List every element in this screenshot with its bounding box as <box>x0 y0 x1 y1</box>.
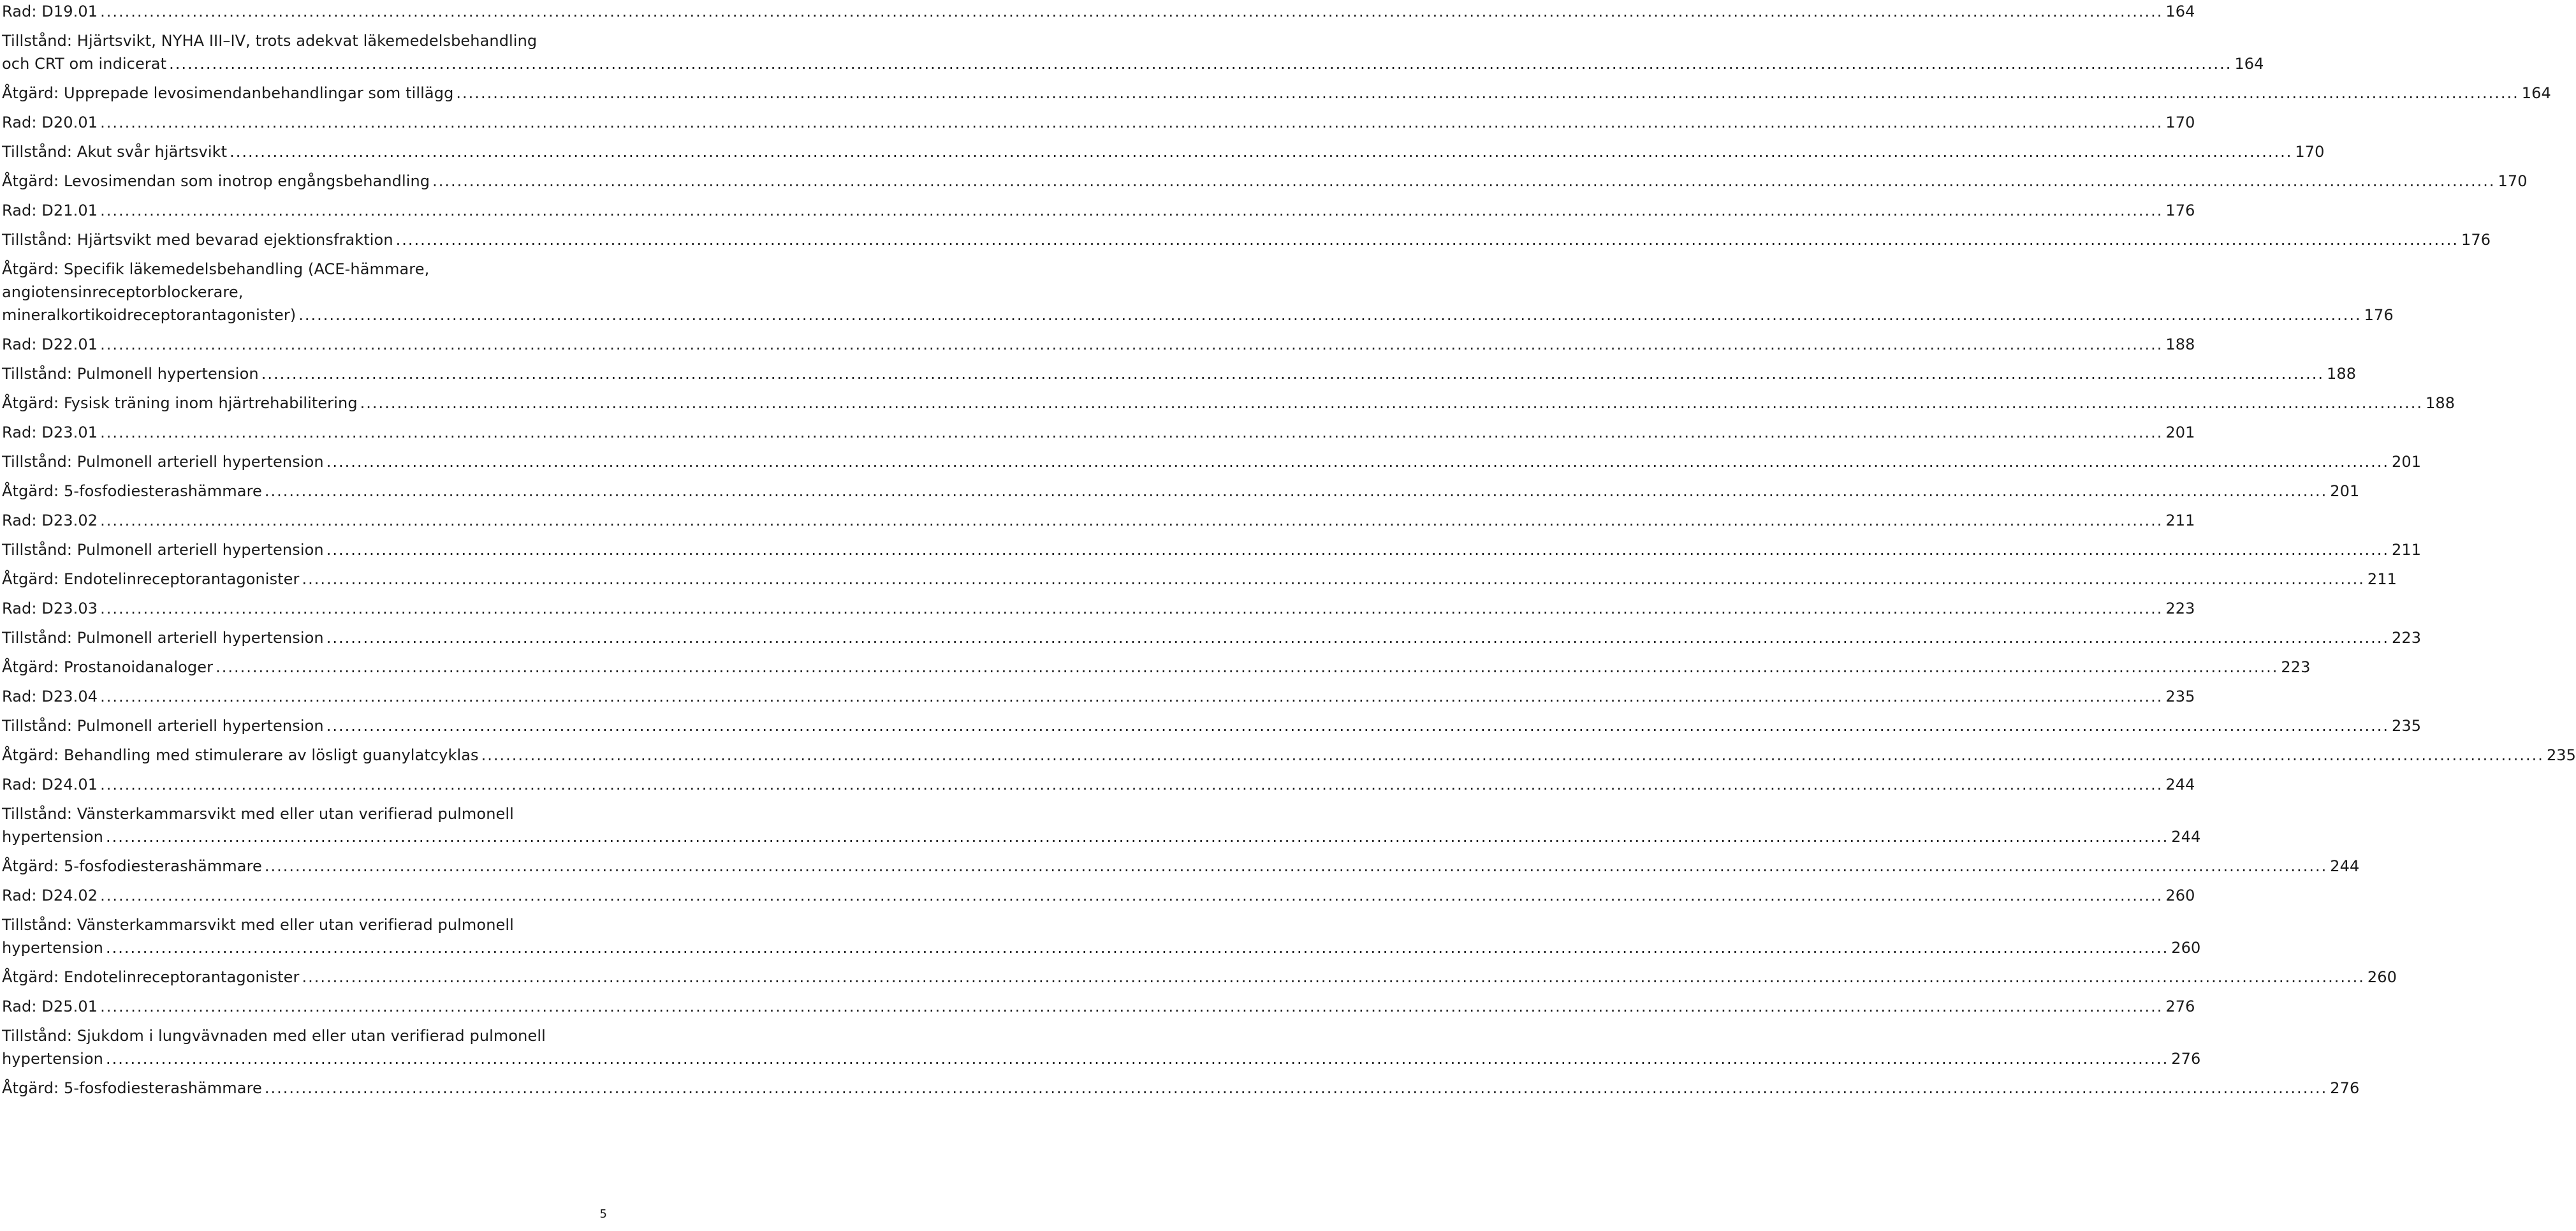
toc-entry-title: Tillstånd: Pulmonell hypertension <box>2 365 259 383</box>
toc-entry-title: Rad: D21.01 <box>2 202 98 219</box>
spacer <box>2 327 606 333</box>
dot-leader <box>481 744 2544 767</box>
toc-entry-page-number: 235 <box>2392 717 2422 735</box>
toc-entry-title: Tillstånd: Hjärtsvikt med bevarad ejektionsfraktion <box>2 231 393 249</box>
dot-leader <box>100 509 2163 532</box>
dot-leader <box>169 52 2232 75</box>
dot-leader <box>326 626 2389 649</box>
toc-entry[interactable] <box>2 966 2397 989</box>
toc-entry-page-number: 170 <box>2295 143 2325 161</box>
spacer <box>2 532 606 538</box>
toc-entry-line <box>2 0 2195 23</box>
spacer <box>2 708 606 714</box>
toc-entry-title: Tillstånd: Akut svår hjärtsvikt <box>2 143 228 161</box>
toc-entry-lead-text: Tillstånd: Sjukdom i lungvävnaden med eller utan verifierad pulmonell <box>2 1027 546 1045</box>
spacer <box>2 767 606 773</box>
dot-leader <box>265 855 2327 878</box>
toc-entry-lead-text: Tillstånd: Vänsterkammarsvikt med eller utan verifierad pulmonell <box>2 916 514 934</box>
dot-leader <box>326 538 2389 561</box>
toc-entry[interactable] <box>2 1077 2360 1100</box>
toc-entry-line <box>2 170 2528 193</box>
table-of-contents <box>2 0 2576 1106</box>
spacer <box>2 561 606 568</box>
dot-leader <box>265 1077 2327 1100</box>
toc-entry-title: Rad: D23.04 <box>2 688 98 705</box>
spacer <box>2 222 606 228</box>
toc-entry-page-number: 276 <box>2330 1079 2360 1097</box>
toc-entry-title: hypertension <box>2 1050 103 1068</box>
dot-leader <box>100 685 2163 708</box>
spacer <box>2 878 606 884</box>
toc-entry-title: Tillstånd: Pulmonell arteriell hypertension <box>2 717 324 735</box>
toc-entry[interactable] <box>2 597 2195 620</box>
toc-entry-line <box>2 509 2195 532</box>
dot-leader <box>230 140 2292 163</box>
spacer <box>2 23 606 29</box>
spacer <box>2 105 606 111</box>
toc-entry-page-number: 211 <box>2165 512 2195 529</box>
toc-entry-lead-text: Åtgärd: Specifik läkemedelsbehandling (ACE-hämmare, angiotensinreceptorblockerare, <box>2 260 430 301</box>
toc-entry-page-number: 223 <box>2281 658 2311 676</box>
toc-entry-title: Rad: D20.01 <box>2 114 98 131</box>
toc-entry-title: Rad: D24.02 <box>2 887 98 904</box>
spacer <box>2 415 606 421</box>
toc-entry[interactable] <box>2 258 2394 327</box>
toc-entry-page-number: 176 <box>2364 306 2394 324</box>
toc-entry-line <box>2 855 2360 878</box>
spacer <box>2 907 606 913</box>
toc-entry-title: hypertension <box>2 828 103 846</box>
toc-entry-line <box>2 656 2311 679</box>
toc-entry-page-number: 170 <box>2498 172 2528 190</box>
toc-entry-page-number: 276 <box>2165 998 2195 1015</box>
toc-entry-page-number: 164 <box>2234 55 2264 73</box>
spacer <box>2 503 606 509</box>
spacer <box>2 1018 606 1024</box>
toc-entry[interactable] <box>2 568 2397 591</box>
toc-entry-line <box>2 1077 2360 1100</box>
toc-entry[interactable] <box>2 802 2201 848</box>
spacer <box>2 989 606 995</box>
toc-entry-page-number: 244 <box>2330 857 2360 875</box>
toc-entry[interactable] <box>2 626 2422 649</box>
toc-entry-title: Åtgärd: Upprepade levosimendanbehandlingar som tillägg <box>2 84 454 102</box>
toc-entry-title: Tillstånd: Pulmonell arteriell hypertension <box>2 629 324 647</box>
toc-entry-title: Rad: D19.01 <box>2 3 98 20</box>
toc-entry-title: Rad: D25.01 <box>2 998 98 1015</box>
toc-entry-line <box>2 304 2394 327</box>
toc-entry-page-number: 188 <box>2165 335 2195 353</box>
toc-entry[interactable] <box>2 714 2422 737</box>
toc-entry-line <box>2 228 2491 251</box>
toc-entry-line <box>2 52 2264 75</box>
dot-leader <box>298 304 2361 327</box>
toc-entry-line <box>2 884 2195 907</box>
toc-entry-line <box>2 421 2195 444</box>
dot-leader <box>100 0 2163 23</box>
toc-entry-line <box>2 538 2422 561</box>
page-number: 5 <box>599 1207 607 1221</box>
spacer <box>2 591 606 597</box>
spacer <box>2 193 606 199</box>
toc-entry-title: Tillstånd: Pulmonell arteriell hypertension <box>2 541 324 559</box>
spacer <box>2 679 606 685</box>
toc-entry-line <box>2 597 2195 620</box>
toc-entry[interactable] <box>2 421 2195 444</box>
toc-entry[interactable] <box>2 744 2576 767</box>
dot-leader <box>100 199 2163 222</box>
toc-entry-title: Åtgärd: Prostanoidanaloger <box>2 658 214 676</box>
toc-entry-title: mineralkortikoidreceptorantagonister) <box>2 306 296 324</box>
toc-entry-page-number: 211 <box>2392 541 2422 559</box>
toc-entry-page-number: 223 <box>2392 629 2422 647</box>
dot-leader <box>100 597 2163 620</box>
spacer <box>2 796 606 802</box>
toc-entry-line <box>2 744 2576 767</box>
toc-entry[interactable] <box>2 111 2195 134</box>
toc-entry-page-number: 260 <box>2367 968 2397 986</box>
toc-entry-page-number: 244 <box>2171 828 2201 846</box>
dot-leader <box>302 966 2365 989</box>
dot-leader <box>106 936 2169 959</box>
toc-entry[interactable] <box>2 538 2422 561</box>
toc-entry[interactable] <box>2 29 2264 75</box>
toc-entry[interactable] <box>2 656 2311 679</box>
dot-leader <box>100 111 2163 134</box>
toc-entry-line <box>2 82 2551 105</box>
dot-leader <box>360 392 2423 415</box>
toc-entry[interactable] <box>2 170 2528 193</box>
toc-entry[interactable] <box>2 509 2195 532</box>
toc-entry-page-number: 244 <box>2165 776 2195 793</box>
toc-entry[interactable] <box>2 392 2455 415</box>
toc-entry-line <box>2 392 2455 415</box>
spacer <box>2 959 606 966</box>
toc-entry-page-number: 260 <box>2165 887 2195 904</box>
toc-entry-page-number: 260 <box>2171 939 2201 957</box>
toc-entry[interactable] <box>2 228 2491 251</box>
toc-entry-page-number: 176 <box>2461 231 2491 249</box>
toc-entry-title: Rad: D23.03 <box>2 600 98 617</box>
toc-entry-title: och CRT om indicerat <box>2 55 167 73</box>
toc-entry-line <box>2 1047 2201 1070</box>
dot-leader <box>216 656 2278 679</box>
toc-entry[interactable] <box>2 333 2195 356</box>
spacer <box>2 848 606 855</box>
toc-entry-title: Åtgärd: 5-fosfodiesterashämmare <box>2 857 262 875</box>
toc-entry-page-number: 188 <box>2327 365 2357 383</box>
spacer <box>2 737 606 744</box>
dot-leader <box>432 170 2495 193</box>
spacer <box>2 444 606 450</box>
toc-entry-title: Åtgärd: Behandling med stimulerare av lösligt guanylatcyklas <box>2 746 479 764</box>
dot-leader <box>326 714 2389 737</box>
toc-entry-title: Tillstånd: Pulmonell arteriell hypertension <box>2 453 324 471</box>
toc-entry-title: Rad: D24.01 <box>2 776 98 793</box>
toc-entry-title: Åtgärd: 5-fosfodiesterashämmare <box>2 482 262 500</box>
toc-entry-line <box>2 140 2325 163</box>
spacer <box>2 1070 606 1077</box>
dot-leader <box>326 450 2389 473</box>
toc-entry-title: Rad: D23.01 <box>2 424 98 441</box>
toc-entry-line <box>2 685 2195 708</box>
spacer <box>2 473 606 480</box>
toc-entry-line <box>2 568 2397 591</box>
dot-leader <box>100 773 2163 796</box>
spacer <box>2 75 606 82</box>
toc-entry[interactable] <box>2 480 2360 503</box>
toc-entry-line <box>2 714 2422 737</box>
toc-entry-line <box>2 111 2195 134</box>
dot-leader <box>100 421 2163 444</box>
spacer <box>2 620 606 626</box>
toc-entry[interactable] <box>2 362 2357 385</box>
spacer <box>2 134 606 140</box>
toc-entry-page-number: 223 <box>2165 600 2195 617</box>
toc-entry-page-number: 201 <box>2165 424 2195 441</box>
toc-entry-lead-text: Tillstånd: Vänsterkammarsvikt med eller utan verifierad pulmonell <box>2 805 514 823</box>
dot-leader <box>302 568 2365 591</box>
toc-entry-page-number: 235 <box>2165 688 2195 705</box>
toc-entry-title: Åtgärd: 5-fosfodiesterashämmare <box>2 1079 262 1097</box>
toc-entry-line <box>2 966 2397 989</box>
toc-entry[interactable] <box>2 82 2551 105</box>
toc-entry-page-number: 211 <box>2367 570 2397 588</box>
toc-entry-title: Åtgärd: Endotelinreceptorantagonister <box>2 968 300 986</box>
toc-entry-line <box>2 995 2195 1018</box>
toc-entry-title: Rad: D23.02 <box>2 512 98 529</box>
toc-entry-page-number: 201 <box>2392 453 2422 471</box>
toc-entry[interactable] <box>2 140 2325 163</box>
dot-leader <box>456 82 2519 105</box>
toc-entry-page-number: 176 <box>2165 202 2195 219</box>
dot-leader <box>100 884 2163 907</box>
toc-entry-page-number: 164 <box>2165 3 2195 20</box>
toc-entry-line <box>2 333 2195 356</box>
spacer <box>2 649 606 656</box>
dot-leader <box>100 995 2163 1018</box>
toc-entry-title: Åtgärd: Fysisk träning inom hjärtrehabilitering <box>2 394 358 412</box>
toc-entry-page-number: 170 <box>2165 114 2195 131</box>
spacer <box>2 163 606 170</box>
toc-entry-page-number: 188 <box>2425 394 2455 412</box>
spacer <box>2 356 606 362</box>
toc-entry-lead-text: Tillstånd: Hjärtsvikt, NYHA III–IV, trots adekvat läkemedelsbehandling <box>2 32 538 50</box>
toc-entry[interactable] <box>2 1024 2201 1070</box>
dot-leader <box>106 1047 2169 1070</box>
toc-entry-line <box>2 199 2195 222</box>
toc-entry-title: Rad: D22.01 <box>2 335 98 353</box>
toc-entry[interactable] <box>2 995 2195 1018</box>
toc-entry[interactable] <box>2 450 2422 473</box>
toc-entry-line <box>2 936 2201 959</box>
toc-entry-line <box>2 825 2201 848</box>
toc-entry-line <box>2 480 2360 503</box>
dot-leader <box>106 825 2169 848</box>
toc-entry-line <box>2 450 2422 473</box>
toc-entry[interactable] <box>2 0 2195 23</box>
dot-leader <box>100 333 2163 356</box>
toc-entry[interactable] <box>2 685 2195 708</box>
toc-entry-title: hypertension <box>2 939 103 957</box>
toc-entry-page-number: 276 <box>2171 1050 2201 1068</box>
toc-entry-page-number: 235 <box>2546 746 2576 764</box>
dot-leader <box>261 362 2324 385</box>
toc-entry-line <box>2 362 2357 385</box>
dot-leader <box>265 480 2327 503</box>
toc-entry-line <box>2 626 2422 649</box>
toc-entry-line <box>2 773 2195 796</box>
toc-entry-page-number: 164 <box>2521 84 2551 102</box>
spacer <box>2 1100 606 1106</box>
toc-entry-title: Åtgärd: Levosimendan som inotrop engångsbehandling <box>2 172 430 190</box>
toc-entry[interactable] <box>2 855 2360 878</box>
toc-entry[interactable] <box>2 884 2195 907</box>
toc-entry[interactable] <box>2 773 2195 796</box>
dot-leader <box>396 228 2459 251</box>
toc-entry-page-number: 201 <box>2330 482 2360 500</box>
spacer <box>2 385 606 392</box>
toc-entry[interactable] <box>2 199 2195 222</box>
toc-entry-title: Åtgärd: Endotelinreceptorantagonister <box>2 570 300 588</box>
spacer <box>2 251 606 258</box>
toc-entry[interactable] <box>2 913 2201 959</box>
